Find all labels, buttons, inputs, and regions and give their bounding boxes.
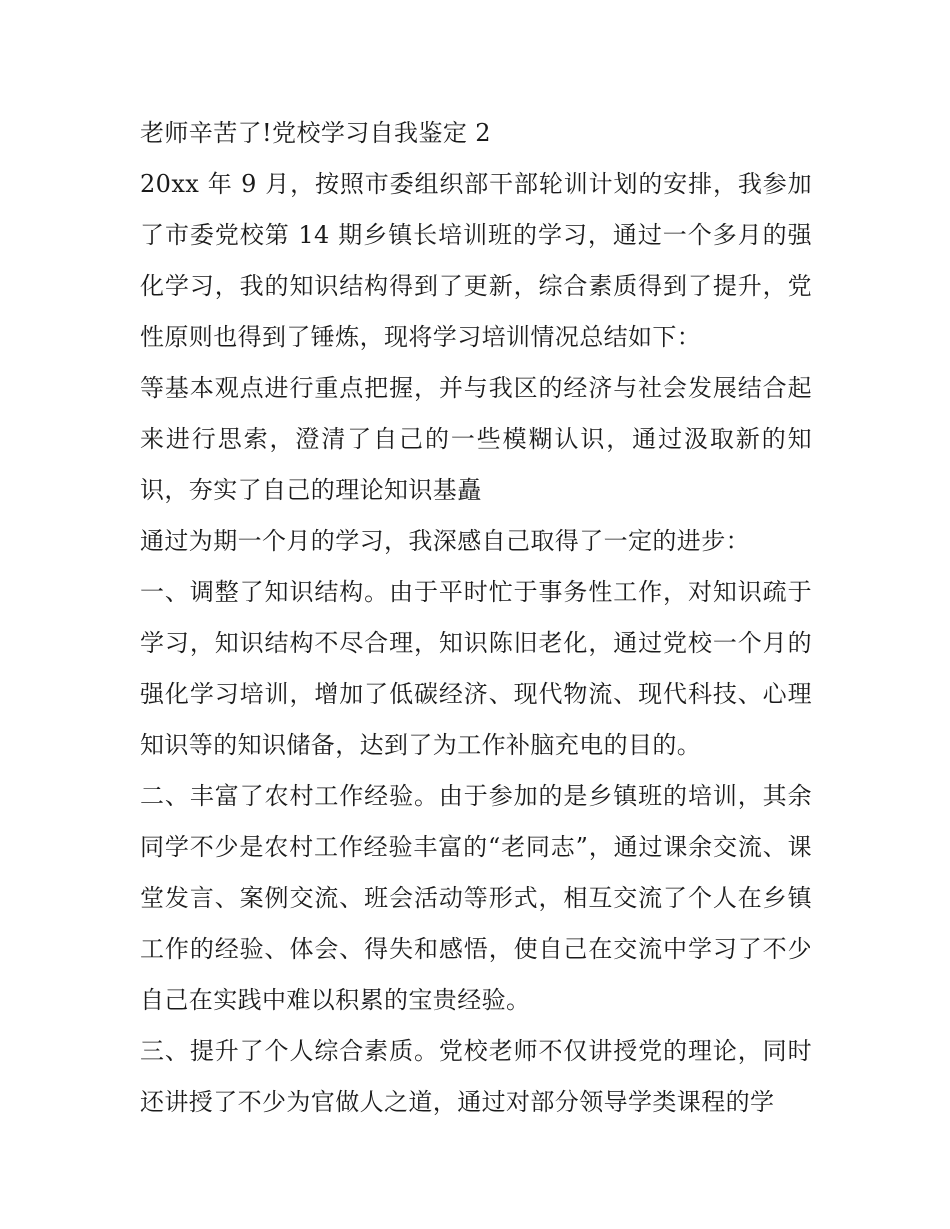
paragraph-intro: 20xx 年 9 月，按照市委组织部干部轮训计划的安排，我参加了市委党校第 14 期乡镇长培训班的学习，通过一个多月的强化学习，我的知识结构得到了更新，综合素质得到了提升，党性原则也得到了锤炼，现将学习培训情况总结如下： bbox=[140, 170, 812, 351]
document-title: 老师辛苦了!党校学习自我鉴定 2 bbox=[140, 119, 491, 147]
paragraph-theory: 等基本观点进行重点把握，并与我区的经济与社会发展结合起来进行思索，澄清了自己的一些模糊认识，通过汲取新的知识，夯实了自己的理论知识基矗 bbox=[140, 374, 812, 504]
paragraph-point-three: 三、提升了个人综合素质。党校老师不仅讲授党的理论，同时还讲授了不少为官做人之道，通过对部分领导学类课程的学 bbox=[140, 1037, 812, 1116]
paragraph-point-two: 二、丰富了农村工作经验。由于参加的是乡镇班的培训，其余同学不少是农村工作经验丰富的“老同志”，通过课余交流、课堂发言、案例交流、班会活动等形式，相互交流了个人在乡镇工作的经验、体会、得失和感悟，使自己在交流中学习了不少自己在实践中难以积累的宝贵经验。 bbox=[140, 782, 812, 1014]
paragraph-progress: 通过为期一个月的学习，我深感自己取得了一定的进步： bbox=[140, 527, 750, 555]
document-body bbox=[140, 108, 812, 1128]
paragraph-point-one: 一、调整了知识结构。由于平时忙于事务性工作，对知识疏于学习，知识结构不尽合理，知识陈旧老化，通过党校一个月的强化学习培训，增加了低碳经济、现代物流、现代科技、心理知识等的知识储备，达到了为工作补脑充电的目的。 bbox=[140, 578, 812, 759]
